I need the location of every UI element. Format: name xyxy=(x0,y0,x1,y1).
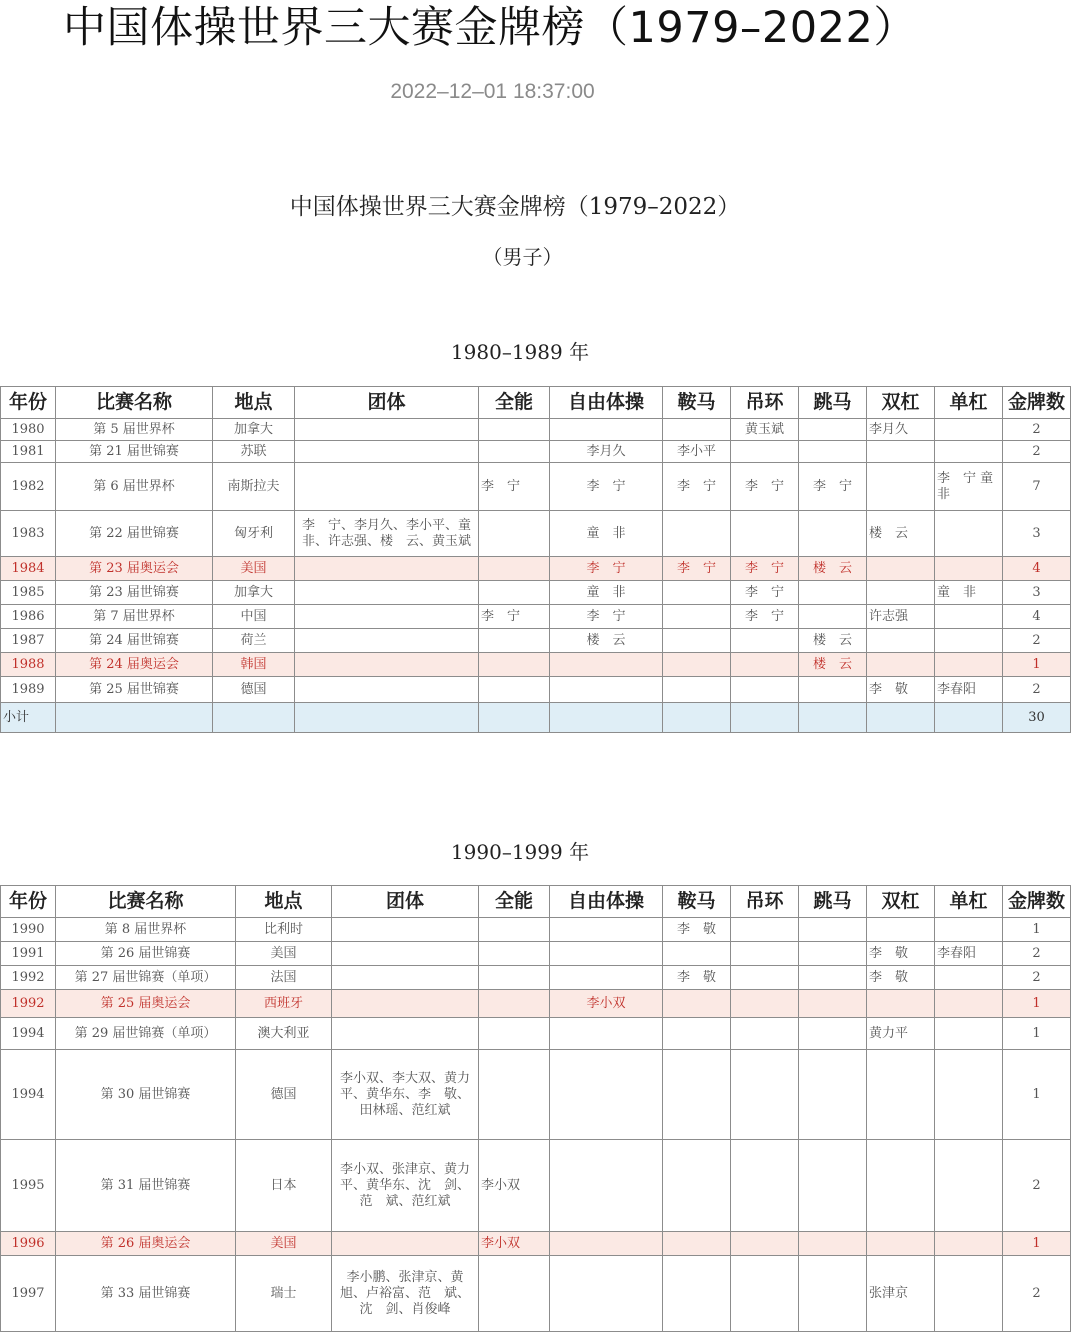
place-cell: 瑞士 xyxy=(236,1256,332,1332)
subtotal-empty-cell xyxy=(295,703,479,733)
vault-cell xyxy=(799,966,867,990)
olympic-row xyxy=(1,557,1071,581)
gold-count-cell: 4 xyxy=(1003,557,1071,581)
gold-count-cell: 2 xyxy=(1003,966,1071,990)
parallel-bars-cell xyxy=(867,1140,935,1232)
floor-cell xyxy=(550,1050,663,1140)
table-row xyxy=(1,966,1071,990)
team-cell xyxy=(332,1018,479,1050)
table-row xyxy=(1,629,1071,653)
event-cell: 第 8 届世界杯 xyxy=(56,918,236,942)
all-around-cell xyxy=(479,990,550,1018)
pommel-horse-cell xyxy=(663,581,731,605)
floor-cell xyxy=(550,966,663,990)
gold-count-cell: 3 xyxy=(1003,511,1071,557)
year-cell: 1984 xyxy=(1,557,56,581)
event-cell: 第 24 届世锦赛 xyxy=(56,629,213,653)
place-cell: 苏联 xyxy=(213,441,295,463)
year-cell: 1983 xyxy=(1,511,56,557)
event-cell: 第 6 届世界杯 xyxy=(56,463,213,511)
rings-cell xyxy=(731,966,799,990)
team-cell xyxy=(295,581,479,605)
table-row xyxy=(1,581,1071,605)
gold-count-cell: 2 xyxy=(1003,942,1071,966)
event-cell: 第 22 届世锦赛 xyxy=(56,511,213,557)
subtotal-empty-cell xyxy=(56,703,213,733)
all-around-cell xyxy=(479,942,550,966)
horizontal-bar-cell xyxy=(935,419,1003,441)
column-header: 团体 xyxy=(332,886,479,918)
medal-table-header xyxy=(1,387,1071,419)
column-header: 自由体操 xyxy=(550,387,663,419)
pommel-horse-cell xyxy=(663,990,731,1018)
pommel-horse-cell: 李 敬 xyxy=(663,966,731,990)
team-cell xyxy=(332,1232,479,1256)
column-header: 全能 xyxy=(479,387,550,419)
column-header: 地点 xyxy=(236,886,332,918)
horizontal-bar-cell xyxy=(935,1232,1003,1256)
vault-cell xyxy=(799,1256,867,1332)
horizontal-bar-cell xyxy=(935,441,1003,463)
horizontal-bar-cell xyxy=(935,1256,1003,1332)
horizontal-bar-cell: 李春阳 xyxy=(935,677,1003,703)
pommel-horse-cell xyxy=(663,1050,731,1140)
year-cell: 1980 xyxy=(1,419,56,441)
year-cell: 1989 xyxy=(1,677,56,703)
section-title-1980s: 1980–1989 年 xyxy=(450,340,590,364)
team-cell xyxy=(295,419,479,441)
place-cell: 加拿大 xyxy=(213,419,295,441)
event-cell: 第 33 届世锦赛 xyxy=(56,1256,236,1332)
event-cell: 第 30 届世锦赛 xyxy=(56,1050,236,1140)
team-cell xyxy=(332,990,479,1018)
subtotal-empty-cell xyxy=(731,703,799,733)
year-cell: 1994 xyxy=(1,1018,56,1050)
table-row xyxy=(1,419,1071,441)
parallel-bars-cell xyxy=(867,557,935,581)
year-cell: 1996 xyxy=(1,1232,56,1256)
pommel-horse-cell xyxy=(663,605,731,629)
gold-count-cell: 1 xyxy=(1003,1050,1071,1140)
all-around-cell xyxy=(479,581,550,605)
column-header: 比赛名称 xyxy=(56,387,213,419)
event-cell: 第 31 届世锦赛 xyxy=(56,1140,236,1232)
team-cell xyxy=(295,629,479,653)
parallel-bars-cell: 黄力平 xyxy=(867,1018,935,1050)
year-cell: 1992 xyxy=(1,990,56,1018)
rings-cell: 李 宁 xyxy=(731,605,799,629)
team-cell xyxy=(295,605,479,629)
floor-cell xyxy=(550,918,663,942)
column-header: 金牌数 xyxy=(1003,387,1071,419)
team-cell xyxy=(295,441,479,463)
gold-count-cell: 4 xyxy=(1003,605,1071,629)
place-cell: 德国 xyxy=(236,1050,332,1140)
pommel-horse-cell xyxy=(663,1140,731,1232)
event-cell: 第 25 届世锦赛 xyxy=(56,677,213,703)
gold-count-cell: 2 xyxy=(1003,629,1071,653)
gold-count-cell: 1 xyxy=(1003,1018,1071,1050)
vault-cell: 楼 云 xyxy=(799,653,867,677)
rings-cell xyxy=(731,1232,799,1256)
parallel-bars-cell: 张津京 xyxy=(867,1256,935,1332)
team-cell xyxy=(332,942,479,966)
team-cell: 李 宁、李月久、李小平、童 非、许志强、楼 云、黄玉斌 xyxy=(295,511,479,557)
horizontal-bar-cell xyxy=(935,1050,1003,1140)
parallel-bars-cell xyxy=(867,918,935,942)
vault-cell xyxy=(799,677,867,703)
pommel-horse-cell xyxy=(663,419,731,441)
olympic-row xyxy=(1,653,1071,677)
header-row xyxy=(1,387,1071,419)
vault-cell xyxy=(799,605,867,629)
parallel-bars-cell: 许志强 xyxy=(867,605,935,629)
all-around-cell: 李 宁 xyxy=(479,463,550,511)
header-row xyxy=(1,886,1071,918)
event-cell: 第 24 届奥运会 xyxy=(56,653,213,677)
rings-cell xyxy=(731,441,799,463)
horizontal-bar-cell xyxy=(935,1140,1003,1232)
place-cell: 日本 xyxy=(236,1140,332,1232)
all-around-cell xyxy=(479,966,550,990)
vault-cell xyxy=(799,1018,867,1050)
gold-count-cell: 7 xyxy=(1003,463,1071,511)
medal-table-body xyxy=(1,419,1071,733)
floor-cell xyxy=(550,419,663,441)
vault-cell xyxy=(799,1140,867,1232)
table-row xyxy=(1,511,1071,557)
gold-count-cell: 1 xyxy=(1003,990,1071,1018)
table-row xyxy=(1,918,1071,942)
medal-table-1990s xyxy=(0,885,1071,1332)
horizontal-bar-cell xyxy=(935,511,1003,557)
floor-cell xyxy=(550,1232,663,1256)
team-cell: 李小双、李大双、黄力平、黄华东、李 敬、田林瑶、范红斌 xyxy=(332,1050,479,1140)
rings-cell xyxy=(731,1050,799,1140)
parallel-bars-cell xyxy=(867,653,935,677)
publish-timestamp: 2022–12–01 18:37:00 xyxy=(390,80,595,103)
parallel-bars-cell xyxy=(867,581,935,605)
floor-cell: 李 宁 xyxy=(550,605,663,629)
pommel-horse-cell: 李 宁 xyxy=(663,463,731,511)
all-around-cell xyxy=(479,918,550,942)
table-row xyxy=(1,1050,1071,1140)
vault-cell xyxy=(799,441,867,463)
vault-cell xyxy=(799,419,867,441)
all-around-cell: 李小双 xyxy=(479,1140,550,1232)
place-cell: 德国 xyxy=(213,677,295,703)
subtotal-value: 30 xyxy=(1003,703,1071,733)
rings-cell xyxy=(731,629,799,653)
olympic-row xyxy=(1,990,1071,1018)
year-cell: 1988 xyxy=(1,653,56,677)
table-row xyxy=(1,1140,1071,1232)
all-around-cell xyxy=(479,441,550,463)
event-cell: 第 23 届世锦赛 xyxy=(56,581,213,605)
gold-count-cell: 2 xyxy=(1003,1256,1071,1332)
column-header: 自由体操 xyxy=(550,886,663,918)
team-cell: 李小双、张津京、黄力平、黄华东、沈 剑、范 斌、范红斌 xyxy=(332,1140,479,1232)
table-row xyxy=(1,1018,1071,1050)
document-subtitle: （男子） xyxy=(482,245,563,269)
gold-count-cell: 2 xyxy=(1003,677,1071,703)
pommel-horse-cell xyxy=(663,1232,731,1256)
horizontal-bar-cell: 童 非 xyxy=(935,581,1003,605)
pommel-horse-cell xyxy=(663,677,731,703)
year-cell: 1995 xyxy=(1,1140,56,1232)
parallel-bars-cell: 李 敬 xyxy=(867,942,935,966)
place-cell: 南斯拉夫 xyxy=(213,463,295,511)
gold-count-cell: 1 xyxy=(1003,918,1071,942)
rings-cell xyxy=(731,1256,799,1332)
all-around-cell xyxy=(479,1256,550,1332)
event-cell: 第 21 届世锦赛 xyxy=(56,441,213,463)
column-header: 地点 xyxy=(213,387,295,419)
event-cell: 第 25 届奥运会 xyxy=(56,990,236,1018)
place-cell: 美国 xyxy=(213,557,295,581)
table-row xyxy=(1,463,1071,511)
year-cell: 1994 xyxy=(1,1050,56,1140)
table-row xyxy=(1,1256,1071,1332)
vault-cell xyxy=(799,1232,867,1256)
gold-count-cell: 3 xyxy=(1003,581,1071,605)
all-around-cell xyxy=(479,1050,550,1140)
horizontal-bar-cell xyxy=(935,966,1003,990)
column-header: 吊环 xyxy=(731,886,799,918)
rings-cell xyxy=(731,990,799,1018)
vault-cell xyxy=(799,511,867,557)
year-cell: 1990 xyxy=(1,918,56,942)
year-cell: 1982 xyxy=(1,463,56,511)
team-cell xyxy=(332,918,479,942)
subtotal-empty-cell xyxy=(550,703,663,733)
rings-cell xyxy=(731,677,799,703)
vault-cell xyxy=(799,942,867,966)
team-cell: 李小鹏、张津京、黄 旭、卢裕富、范 斌、沈 剑、肖俊峰 xyxy=(332,1256,479,1332)
column-header: 跳马 xyxy=(799,886,867,918)
subtotal-empty-cell xyxy=(935,703,1003,733)
all-around-cell xyxy=(479,629,550,653)
place-cell: 加拿大 xyxy=(213,581,295,605)
year-cell: 1991 xyxy=(1,942,56,966)
event-cell: 第 26 届奥运会 xyxy=(56,1232,236,1256)
all-around-cell: 李小双 xyxy=(479,1232,550,1256)
place-cell: 中国 xyxy=(213,605,295,629)
gold-count-cell: 1 xyxy=(1003,653,1071,677)
pommel-horse-cell xyxy=(663,1256,731,1332)
horizontal-bar-cell xyxy=(935,605,1003,629)
column-header: 全能 xyxy=(479,886,550,918)
pommel-horse-cell xyxy=(663,511,731,557)
floor-cell: 李 宁 xyxy=(550,557,663,581)
pommel-horse-cell xyxy=(663,653,731,677)
parallel-bars-cell xyxy=(867,629,935,653)
column-header: 双杠 xyxy=(867,387,935,419)
subtotal-empty-cell xyxy=(479,703,550,733)
team-cell xyxy=(295,653,479,677)
event-cell: 第 29 届世锦赛（单项） xyxy=(56,1018,236,1050)
team-cell xyxy=(295,677,479,703)
floor-cell xyxy=(550,1140,663,1232)
horizontal-bar-cell xyxy=(935,653,1003,677)
column-header: 金牌数 xyxy=(1003,886,1071,918)
table-row xyxy=(1,605,1071,629)
column-header: 单杠 xyxy=(935,886,1003,918)
year-cell: 1981 xyxy=(1,441,56,463)
column-header: 鞍马 xyxy=(663,387,731,419)
place-cell: 美国 xyxy=(236,1232,332,1256)
pommel-horse-cell: 李 敬 xyxy=(663,918,731,942)
rings-cell xyxy=(731,918,799,942)
all-around-cell xyxy=(479,419,550,441)
place-cell: 匈牙利 xyxy=(213,511,295,557)
year-cell: 1987 xyxy=(1,629,56,653)
column-header: 吊环 xyxy=(731,387,799,419)
column-header: 团体 xyxy=(295,387,479,419)
parallel-bars-cell: 李 敬 xyxy=(867,677,935,703)
gold-count-cell: 1 xyxy=(1003,1232,1071,1256)
gold-count-cell: 2 xyxy=(1003,441,1071,463)
floor-cell: 李小双 xyxy=(550,990,663,1018)
floor-cell: 楼 云 xyxy=(550,629,663,653)
floor-cell xyxy=(550,1256,663,1332)
floor-cell: 童 非 xyxy=(550,511,663,557)
rings-cell xyxy=(731,942,799,966)
all-around-cell xyxy=(479,511,550,557)
place-cell: 西班牙 xyxy=(236,990,332,1018)
place-cell: 比利时 xyxy=(236,918,332,942)
horizontal-bar-cell xyxy=(935,918,1003,942)
vault-cell xyxy=(799,581,867,605)
gold-count-cell: 2 xyxy=(1003,1140,1071,1232)
horizontal-bar-cell xyxy=(935,557,1003,581)
horizontal-bar-cell: 李 宁 童 非 xyxy=(935,463,1003,511)
all-around-cell: 李 宁 xyxy=(479,605,550,629)
event-cell: 第 7 届世界杯 xyxy=(56,605,213,629)
rings-cell: 李 宁 xyxy=(731,581,799,605)
year-cell: 1992 xyxy=(1,966,56,990)
column-header: 单杠 xyxy=(935,387,1003,419)
parallel-bars-cell xyxy=(867,441,935,463)
place-cell: 韩国 xyxy=(213,653,295,677)
pommel-horse-cell xyxy=(663,629,731,653)
parallel-bars-cell xyxy=(867,1232,935,1256)
year-cell: 1986 xyxy=(1,605,56,629)
section-title-1990s: 1990–1999 年 xyxy=(450,840,590,864)
column-header: 年份 xyxy=(1,387,56,419)
document-title: 中国体操世界三大赛金牌榜（1979–2022） xyxy=(289,194,741,220)
event-cell: 第 23 届奥运会 xyxy=(56,557,213,581)
column-header: 年份 xyxy=(1,886,56,918)
subtotal-empty-cell xyxy=(213,703,295,733)
subtotal-empty-cell xyxy=(867,703,935,733)
horizontal-bar-cell xyxy=(935,990,1003,1018)
column-header: 鞍马 xyxy=(663,886,731,918)
vault-cell: 李 宁 xyxy=(799,463,867,511)
subtotal-label: 小计 xyxy=(1,703,56,733)
vault-cell xyxy=(799,990,867,1018)
gold-count-cell: 2 xyxy=(1003,419,1071,441)
column-header: 双杠 xyxy=(867,886,935,918)
event-cell: 第 5 届世界杯 xyxy=(56,419,213,441)
pommel-horse-cell: 李小平 xyxy=(663,441,731,463)
column-header: 跳马 xyxy=(799,387,867,419)
floor-cell xyxy=(550,1018,663,1050)
rings-cell xyxy=(731,1018,799,1050)
parallel-bars-cell: 李月久 xyxy=(867,419,935,441)
parallel-bars-cell: 楼 云 xyxy=(867,511,935,557)
table-row xyxy=(1,677,1071,703)
horizontal-bar-cell xyxy=(935,629,1003,653)
place-cell: 法国 xyxy=(236,966,332,990)
subtotal-empty-cell xyxy=(799,703,867,733)
team-cell xyxy=(332,966,479,990)
all-around-cell xyxy=(479,1018,550,1050)
floor-cell: 李月久 xyxy=(550,441,663,463)
rings-cell: 李 宁 xyxy=(731,463,799,511)
horizontal-bar-cell xyxy=(935,1018,1003,1050)
event-cell: 第 26 届世锦赛 xyxy=(56,942,236,966)
vault-cell xyxy=(799,918,867,942)
rings-cell xyxy=(731,653,799,677)
floor-cell xyxy=(550,942,663,966)
medal-table-body xyxy=(1,918,1071,1332)
rings-cell: 李 宁 xyxy=(731,557,799,581)
all-around-cell xyxy=(479,653,550,677)
parallel-bars-cell: 李 敬 xyxy=(867,966,935,990)
medal-table-header xyxy=(1,886,1071,918)
subtotal-row xyxy=(1,703,1071,733)
column-header: 比赛名称 xyxy=(56,886,236,918)
floor-cell: 李 宁 xyxy=(550,463,663,511)
rings-cell: 黄玉斌 xyxy=(731,419,799,441)
table-row xyxy=(1,441,1071,463)
year-cell: 1985 xyxy=(1,581,56,605)
olympic-row xyxy=(1,1232,1071,1256)
place-cell: 荷兰 xyxy=(213,629,295,653)
all-around-cell xyxy=(479,677,550,703)
floor-cell: 童 非 xyxy=(550,581,663,605)
floor-cell xyxy=(550,677,663,703)
vault-cell: 楼 云 xyxy=(799,557,867,581)
parallel-bars-cell xyxy=(867,463,935,511)
page-title: 中国体操世界三大赛金牌榜（1979–2022） xyxy=(63,3,917,53)
pommel-horse-cell xyxy=(663,942,731,966)
horizontal-bar-cell: 李春阳 xyxy=(935,942,1003,966)
year-cell: 1997 xyxy=(1,1256,56,1332)
pommel-horse-cell xyxy=(663,1018,731,1050)
parallel-bars-cell xyxy=(867,990,935,1018)
place-cell: 澳大利亚 xyxy=(236,1018,332,1050)
team-cell xyxy=(295,463,479,511)
floor-cell xyxy=(550,653,663,677)
place-cell: 美国 xyxy=(236,942,332,966)
page-fade xyxy=(0,1334,1090,1338)
subtotal-empty-cell xyxy=(663,703,731,733)
medal-table-1980s xyxy=(0,386,1071,733)
table-row xyxy=(1,942,1071,966)
rings-cell xyxy=(731,511,799,557)
pommel-horse-cell: 李 宁 xyxy=(663,557,731,581)
parallel-bars-cell xyxy=(867,1050,935,1140)
all-around-cell xyxy=(479,557,550,581)
vault-cell xyxy=(799,1050,867,1140)
event-cell: 第 27 届世锦赛（单项） xyxy=(56,966,236,990)
team-cell xyxy=(295,557,479,581)
rings-cell xyxy=(731,1140,799,1232)
vault-cell: 楼 云 xyxy=(799,629,867,653)
